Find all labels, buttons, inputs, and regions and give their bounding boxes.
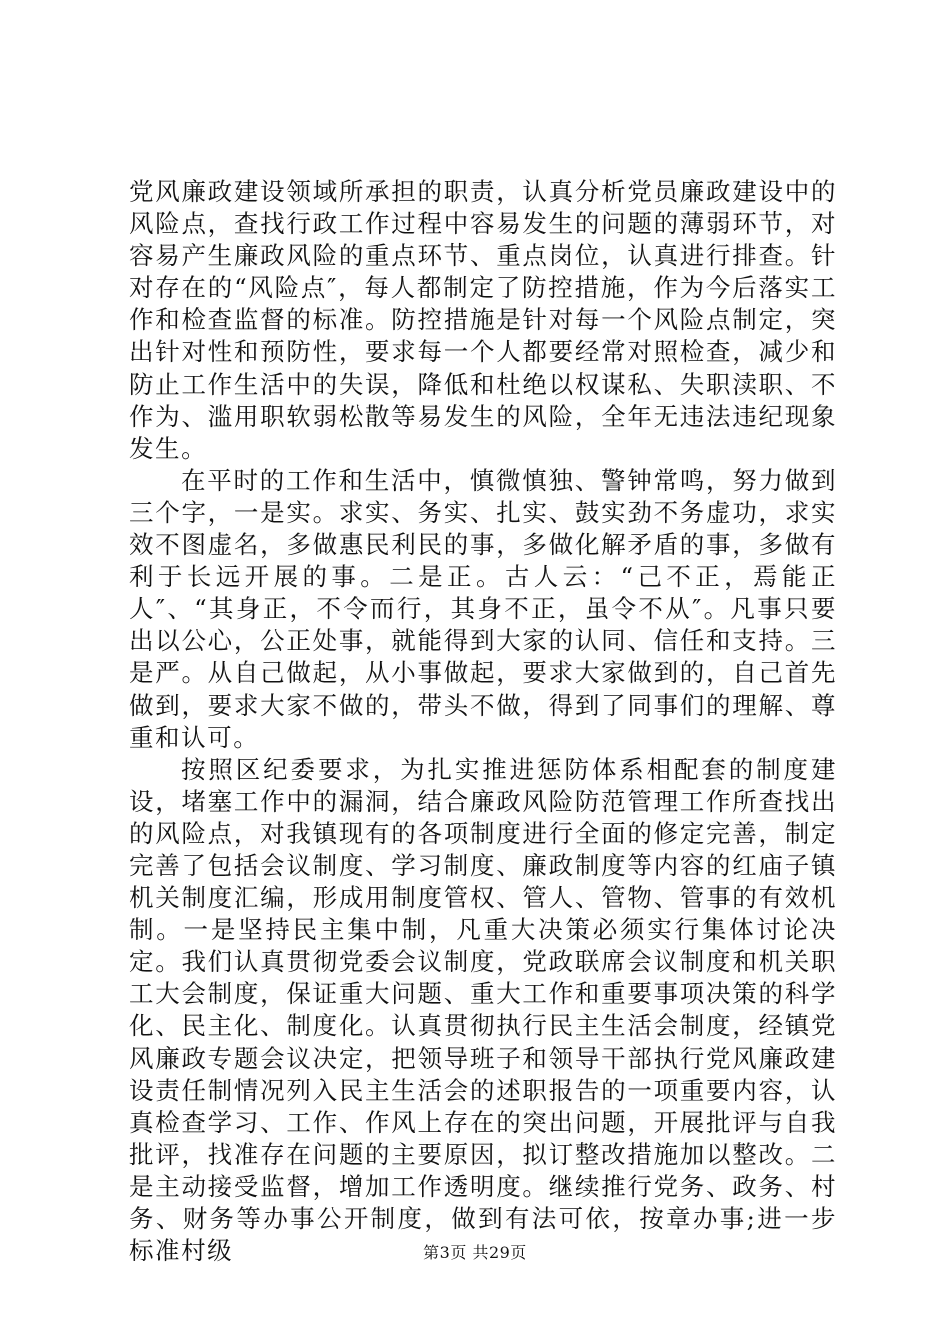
paragraph-3: 按照区纪委要求，为扎实推进惩防体系相配套的制度建设，堵塞工作中的漏洞，结合廉政风险防范管理工作所查找出的风险点，对我镇现有的各项制度进行全面的修定完善，制定完善了包括会议制度、学习制度、廉政制度等内容的红庙子镇机关制度汇编，形成用制度管权、管人、管物、管事的有效机制。一是坚持民主集中制，凡重大决策必须实行集体讨论决定。我们认真贯彻党委会议制度，党政联席会议制度和机关职工大会制度，保证重大问题、重大工作和重要事项决策的科学化、民主化、制度化。认真贯彻执行民主生活会制度，经镇党风廉政专题会议决定，把领导班子和领导干部执行党风廉政建设责任制情况列入民主生活会的述职报告的一项重要内容，认真检查学习、工作、作风上存在的突出问题，开展批评与自我批评，找准存在问题的主要原因，拟订整改措施加以整改。二是主动接受监督，增加工作透明度。继续推行党务、政务、村务、财务等办事公开制度，做到有法可依，按章办事;进一步标准村级 — [129, 754, 837, 1266]
paragraph-1: 党风廉政建设领域所承担的职责，认真分析党员廉政建设中的风险点，查找行政工作过程中容易发生的问题的薄弱环节，对容易产生廉政风险的重点环节、重点岗位，认真进行排查。针对存在的“风险点″，每人都制定了防控措施，作为今后落实工作和检查监督的标准。防控措施是针对每一个风险点制定，突出针对性和预防性，要求每一个人都要经常对照检查，减少和防止工作生活中的失误，降低和杜绝以权谋私、失职渎职、不作为、滥用职软弱松散等易发生的风险，全年无违法违纪现象发生。 — [129, 177, 837, 463]
document-body — [129, 176, 837, 1267]
page-footer: 第3页 共29页 — [423, 1243, 527, 1262]
paragraph-2: 在平时的工作和生活中，慎微慎独、警钟常鸣，努力做到三个字，一是实。求实、务实、扎实、鼓实劲不务虚功，求实效不图虚名，多做惠民利民的事，多做化解矛盾的事，多做有利于长远开展的事。二是正。古人云：“己不正，焉能正人″、“其身正，不令而行，其身不正，虽令不从″。凡事只要出以公心，公正处事，就能得到大家的认同、信任和支持。三是严。从自己做起，从小事做起，要求大家做到的，自己首先做到，要求大家不做的，带头不做，得到了同事们的理解、尊重和认可。 — [129, 465, 837, 752]
